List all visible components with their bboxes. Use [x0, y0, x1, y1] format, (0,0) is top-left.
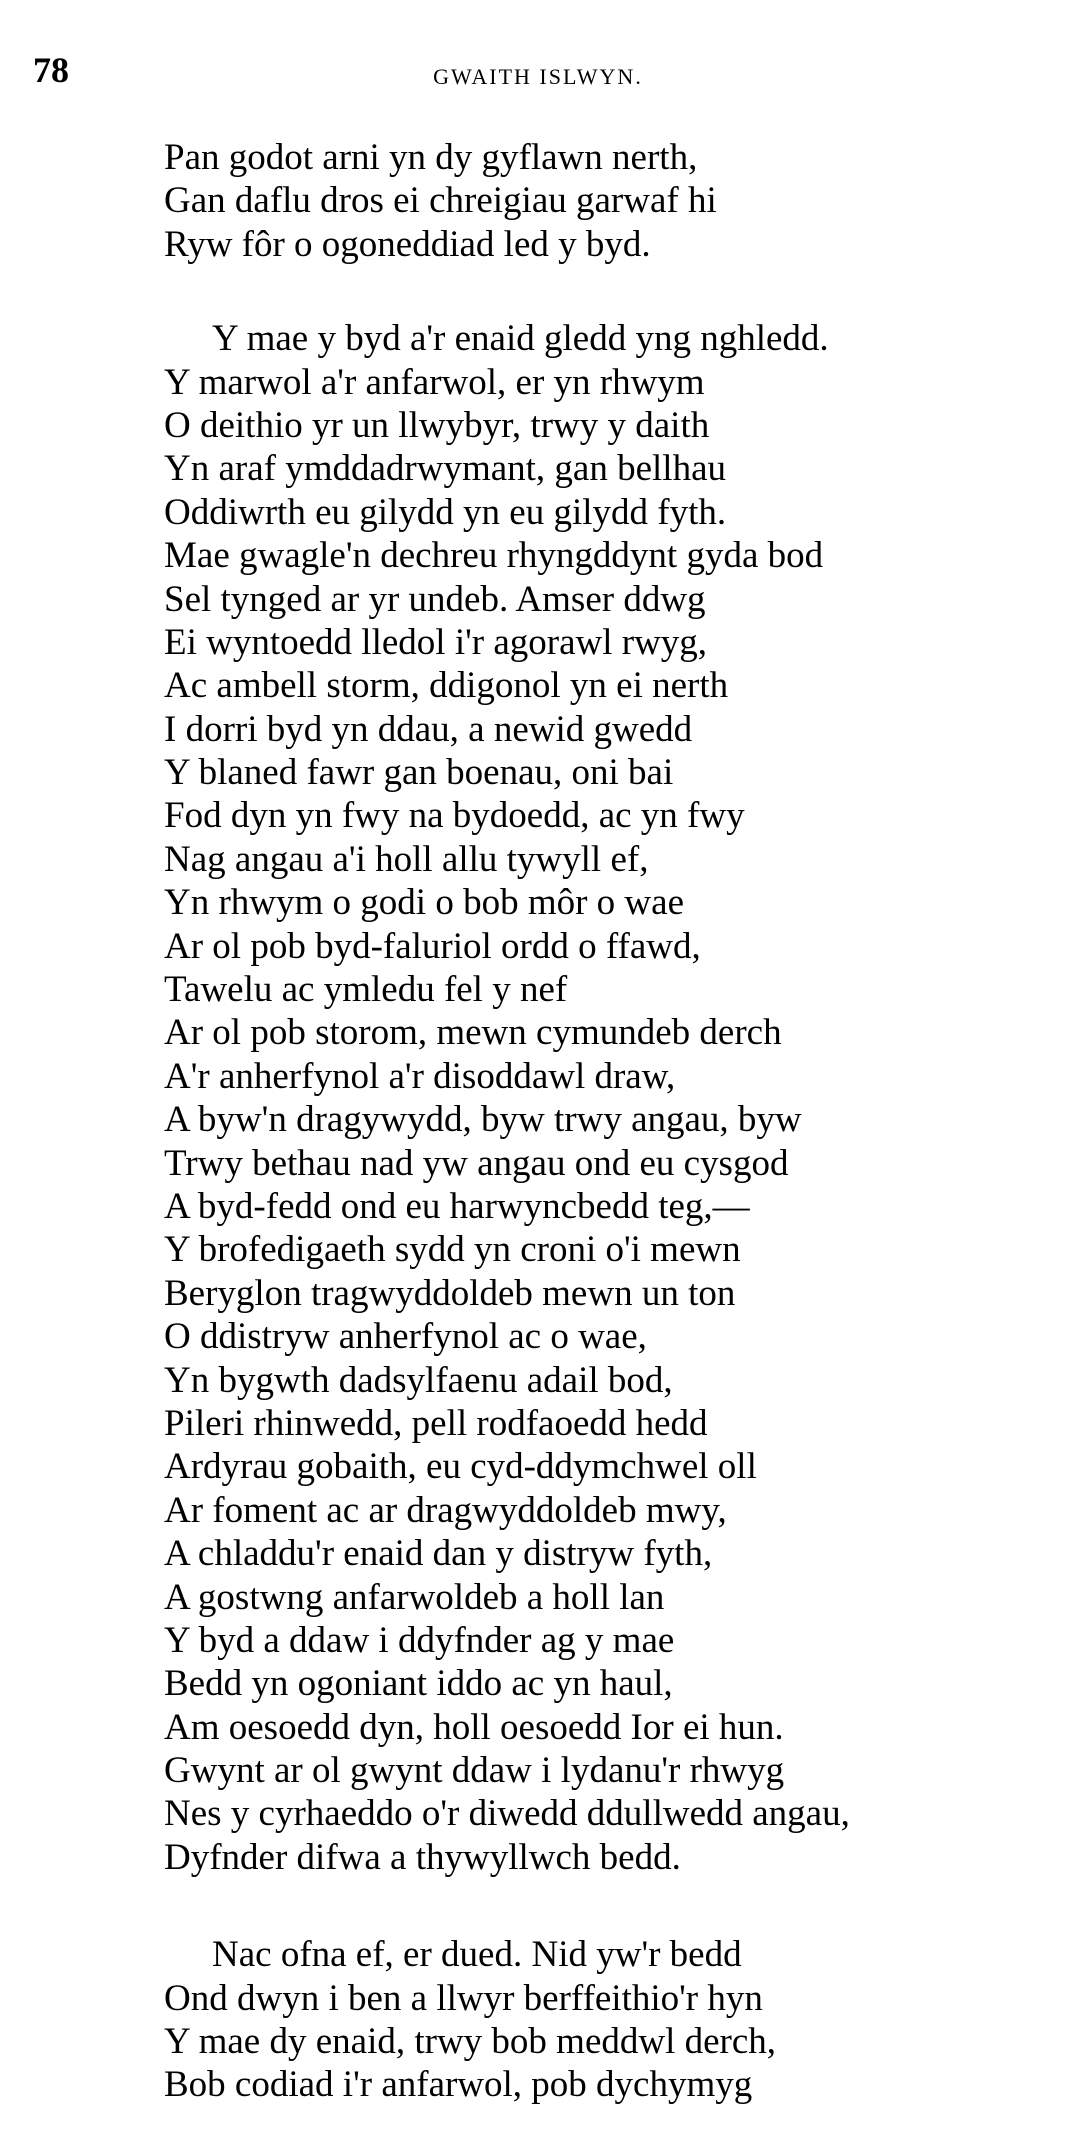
- poem-line: Tawelu ac ymledu fel y nef: [164, 969, 568, 1011]
- poem-text: [164, 136, 1064, 2107]
- stanza-3: [164, 1933, 1064, 2107]
- poem-line: Ar foment ac ar dragwyddoldeb mwy,: [164, 1489, 727, 1531]
- poem-line: Y mae y byd a'r enaid gledd yng nghledd.: [212, 318, 829, 360]
- poem-line: Ardyrau gobaith, eu cyd-ddymchwel oll: [164, 1446, 757, 1488]
- running-title: GWAITH ISLWYN.: [433, 64, 643, 89]
- poem-line: Nag angau a'i holl allu tywyll ef,: [164, 838, 649, 880]
- poem-line: Ar ol pob storom, mewn cymundeb derch: [164, 1012, 782, 1054]
- stanza-1: [164, 136, 1064, 266]
- poem-line: Pan godot arni yn dy gyflawn nerth,: [164, 137, 698, 178]
- poem-line: A byw'n dragywydd, byw trwy angau, byw: [164, 1099, 802, 1141]
- poem-line: Oddiwrth eu gilydd yn eu gilydd fyth.: [164, 491, 727, 533]
- poem-line: Mae gwagle'n dechreu rhyngddynt gyda bod: [164, 535, 824, 577]
- poem-line: Yn bygwth dadsylfaenu adail bod,: [164, 1359, 673, 1401]
- poem-line: Y blaned fawr gan boenau, oni bai: [164, 752, 674, 794]
- poem-line: A byd-fedd ond eu harwyncbedd teg,—: [164, 1185, 750, 1227]
- poem-line: Fod dyn yn fwy na bydoedd, ac yn fwy: [164, 795, 745, 837]
- poem-line: Ar ol pob byd-faluriol ordd o ffawd,: [164, 925, 701, 967]
- poem-line: A'r anherfynol a'r disoddawl draw,: [164, 1055, 676, 1097]
- poem-line: Y mae dy enaid, trwy bob meddwl derch,: [164, 2021, 777, 2063]
- poem-line: Yn araf ymddadrwymant, gan bellhau: [164, 448, 727, 490]
- poem-line: Ac ambell storm, ddigonol yn ei nerth: [164, 665, 729, 707]
- stanza-2: [164, 317, 1064, 1879]
- poem-line: Ei wyntoedd lledol i'r agorawl rwyg,: [164, 621, 708, 663]
- poem-line: Dyfnder difwa a thywyllwch bedd.: [164, 1836, 681, 1878]
- poem-line: Y brofedigaeth sydd yn croni o'i mewn: [164, 1229, 741, 1271]
- poem-line: Bob codiad i'r anfarwol, pob dychymyg: [164, 2064, 753, 2106]
- poem-line: Gan daflu dros ei chreigiau garwaf hi: [164, 180, 717, 222]
- poem-line: Beryglon tragwyddoldeb mewn un ton: [164, 1272, 736, 1314]
- poem-line: I dorri byd yn ddau, a newid gwedd: [164, 708, 693, 750]
- poem-line: Sel tynged ar yr undeb. Amser ddwg: [164, 578, 706, 620]
- poem-line: Gwynt ar ol gwynt ddaw i lydanu'r rhwyg: [164, 1750, 785, 1792]
- page-number: 78: [33, 50, 69, 90]
- poem-line: Bedd yn ogoniant iddo ac yn haul,: [164, 1663, 673, 1705]
- poem-line: Ryw fôr o ogoneddiad led y byd.: [164, 223, 651, 265]
- poem-line: A gostwng anfarwoldeb a holl lan: [164, 1576, 665, 1618]
- poem-line: Y marwol a'r anfarwol, er yn rhwym: [164, 361, 705, 403]
- poem-line: Ond dwyn i ben a llwyr berffeithio'r hyn: [164, 1977, 763, 2019]
- poem-line: Y byd a ddaw i ddyfnder ag y mae: [164, 1619, 675, 1661]
- stanza-break: [164, 266, 1064, 317]
- poem-line: Nes y cyrhaeddo o'r diwedd ddullwedd angau,: [164, 1793, 850, 1835]
- poem-line: O deithio yr un llwybyr, trwy y daith: [164, 404, 710, 446]
- poem-line: Trwy bethau nad yw angau ond eu cysgod: [164, 1142, 789, 1184]
- poem-line: Yn rhwym o godi o bob môr o wae: [164, 882, 684, 924]
- poem-line: A chladdu'r enaid dan y distryw fyth,: [164, 1533, 713, 1575]
- stanza-break: [164, 1879, 1064, 1933]
- poem-line: O ddistryw anherfynol ac o wae,: [164, 1316, 647, 1358]
- poem-line: Nac ofna ef, er dued. Nid yw'r bedd: [212, 1934, 742, 1976]
- poem-line: Am oesoedd dyn, holl oesoedd Ior ei hun.: [164, 1706, 784, 1748]
- poem-line: Pileri rhinwedd, pell rodfaoedd hedd: [164, 1402, 708, 1444]
